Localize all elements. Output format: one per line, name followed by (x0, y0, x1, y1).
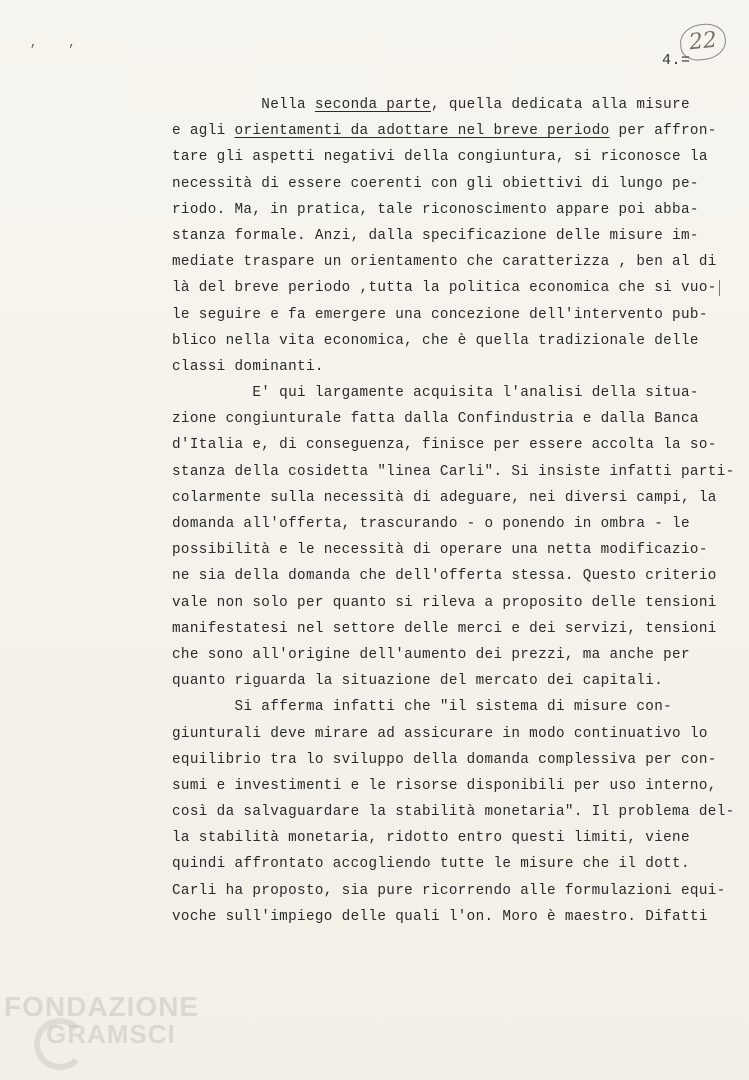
text-line (172, 825, 732, 851)
text-segment: E' qui largamente acquisita l'analisi della situa- (252, 385, 699, 402)
typewritten-body (172, 92, 735, 930)
text-line (172, 616, 732, 642)
text-segment: manifestatesi nel settore delle merci e dei servizi, tensioni (172, 620, 717, 637)
text-line (172, 563, 732, 589)
text-line (172, 694, 732, 720)
text-segment: classi dominanti. (172, 358, 324, 375)
text-segment: così da salvaguardare la stabilità monetaria". Il problema del- (172, 804, 735, 821)
text-line (172, 144, 732, 170)
underlined-phrase: seconda parte (314, 97, 431, 113)
text-line (172, 432, 732, 458)
text-line (172, 721, 732, 747)
text-segment: Nella (261, 97, 315, 113)
text-segment: e agli (172, 123, 235, 140)
watermark-logo-mark (34, 1018, 86, 1070)
text-line (172, 92, 732, 118)
underlined-phrase: orientamenti da adottare nel breve periodo (234, 123, 610, 140)
text-line (172, 197, 732, 223)
text-segment: stanza della cosidetta "linea Carli". Si insiste infatti parti- (172, 463, 735, 480)
text-segment: che sono all'origine dell'aumento dei prezzi, ma anche per (172, 646, 690, 663)
text-line (172, 302, 732, 328)
text-line (172, 904, 732, 930)
text-line (172, 354, 732, 380)
text-segment: ne sia della domanda che dell'offerta stessa. Questo criterio (172, 568, 717, 585)
text-segment: stanza formale. Anzi, dalla specificazione delle misure im- (172, 227, 699, 244)
text-line (172, 485, 732, 511)
text-line (172, 747, 732, 773)
text-line (172, 380, 732, 406)
watermark-line-2: GRAMSCI (46, 1019, 176, 1050)
text-segment: blico nella vita economica, che è quella tradizionale delle (172, 332, 699, 349)
text-segment: mediate traspare un orientamento che caratterizza , ben al di (172, 254, 717, 271)
text-segment: Carli ha proposto, sia pure ricorrendo alle formulazioni equi- (172, 882, 726, 899)
watermark-line-1: FONDAZIONE (4, 991, 200, 1022)
text-line (172, 799, 735, 825)
text-line (172, 642, 732, 668)
archive-watermark (4, 992, 199, 1049)
text-segment: giunturali deve mirare ad assicurare in modo continuativo lo (172, 725, 708, 742)
text-segment: colarmente sulla necessità di adeguare, nei diversi campi, la (172, 489, 717, 506)
text-line (172, 668, 732, 694)
handwritten-page-number: 22 (678, 22, 728, 63)
text-segment: , quella dedicata alla misure (430, 97, 690, 113)
text-segment: per affron- (609, 123, 717, 140)
page-number: 4.= (662, 52, 691, 69)
text-segment: necessità di essere coerenti con gli obiettivi di lungo pe- (172, 175, 699, 192)
text-segment: riodo. Ma, in pratica, tale riconoscimento appare poi abba- (172, 201, 699, 218)
text-line (172, 171, 732, 197)
text-segment: domanda all'offerta, trascurando - o ponendo in ombra - le (172, 516, 690, 532)
text-line (172, 118, 732, 144)
text-segment: tare gli aspetti negativi della congiuntura, si riconosce la (172, 149, 708, 166)
text-line (172, 590, 732, 616)
text-line (172, 249, 732, 275)
text-segment: equilibrio tra lo sviluppo della domanda complessiva per con- (172, 751, 717, 768)
text-line (172, 223, 732, 249)
top-left-marks: , , (30, 36, 88, 50)
text-segment: possibilità e le necessità di operare una netta modificazio- (172, 542, 708, 559)
text-line (172, 328, 732, 354)
text-segment: d'Italia e, di conseguenza, finisce per essere accolta la so- (172, 437, 717, 454)
text-segment: quindi affrontato accogliendo tutte le misure che il dott. (172, 856, 690, 873)
text-segment: voche sull'impiego delle quali l'on. Moro è maestro. Difatti (172, 908, 708, 925)
text-line (172, 537, 732, 563)
text-line (172, 459, 735, 485)
text-segment: vale non solo per quanto si rileva a proposito delle tensioni (172, 594, 717, 611)
text-segment: la stabilità monetaria, ridotto entro questi limiti, viene (172, 830, 690, 847)
text-line (172, 878, 732, 904)
text-segment: là del breve periodo ,tutta la politica economica che si vuo- (172, 280, 717, 297)
text-line (172, 511, 732, 537)
text-segment: zione congiunturale fatta dalla Confindustria e dalla Banca (172, 411, 699, 428)
text-line (172, 851, 732, 877)
text-line (172, 275, 732, 301)
text-segment: sumi e investimenti e le risorse disponibili per uso interno, (172, 777, 717, 794)
text-line (172, 406, 732, 432)
text-segment: le seguire e fa emergere una concezione dell'intervento pub- (172, 306, 708, 323)
text-segment: Si afferma infatti che "il sistema di misure con- (234, 699, 673, 716)
text-line (172, 773, 732, 799)
text-segment: quanto riguarda la situazione del mercato dei capitali. (172, 673, 664, 690)
